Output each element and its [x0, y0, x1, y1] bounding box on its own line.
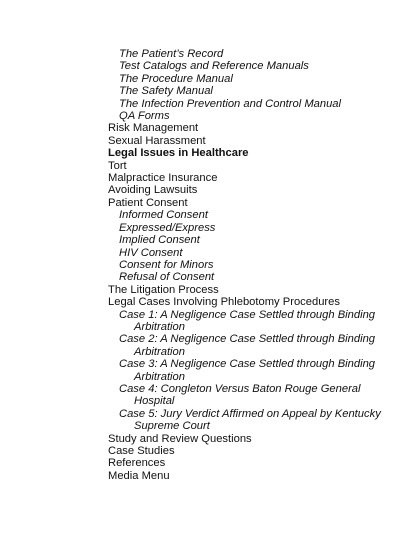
toc-entry: Case 4: Congleton Versus Baton Rouge General [119, 382, 361, 395]
toc-entry: Test Catalogs and Reference Manuals [119, 60, 309, 73]
toc-entry: Malpractice Insurance [108, 172, 218, 185]
toc-entry: The Infection Prevention and Control Manual [119, 97, 342, 110]
toc-entry: Case 3: A Negligence Case Settled through Binding [119, 358, 376, 371]
toc-entry: Arbitration [134, 320, 185, 333]
toc-entry: Supreme Court [134, 420, 210, 433]
toc-entry: Arbitration [134, 370, 185, 383]
toc-entry: Refusal of Consent [119, 271, 215, 284]
toc-entry: HIV Consent [119, 246, 183, 259]
table-of-contents [0, 48, 416, 482]
toc-entry: Media Menu [108, 469, 170, 482]
toc-entry: Patient Consent [108, 196, 188, 209]
toc-entry: Avoiding Lawsuits [108, 184, 198, 197]
toc-entry: Case 1: A Negligence Case Settled through Binding [119, 308, 376, 321]
toc-entry: Case 5: Jury Verdict Affirmed on Appeal by Kentucky [119, 407, 381, 420]
toc-entry: Hospital [134, 395, 175, 408]
toc-entry: Tort [108, 159, 127, 172]
toc-entry: Study and Review Questions [108, 432, 252, 445]
toc-entry: Consent for Minors [119, 258, 214, 271]
toc-entry: Sexual Harassment [108, 134, 206, 147]
toc-entry: References [108, 457, 166, 470]
toc-entry: Informed Consent [119, 209, 208, 222]
toc-entry: Implied Consent [119, 234, 200, 247]
toc-entry: Arbitration [134, 345, 185, 358]
toc-entry: Expressed/Express [119, 221, 216, 234]
toc-entry: Legal Cases Involving Phlebotomy Procedures [108, 296, 340, 309]
toc-entry: Case Studies [108, 445, 175, 457]
toc-entry: Risk Management [108, 122, 199, 135]
toc-entry: The Patient’s Record [119, 48, 224, 60]
toc-section-heading: Legal Issues in Healthcare [108, 147, 249, 160]
toc-entry: The Safety Manual [119, 85, 213, 98]
toc-entry: QA Forms [119, 110, 170, 123]
toc-entry: The Procedure Manual [119, 72, 233, 85]
toc-entry: The Litigation Process [108, 283, 219, 296]
toc-entry: Case 2: A Negligence Case Settled through Binding [119, 333, 376, 346]
